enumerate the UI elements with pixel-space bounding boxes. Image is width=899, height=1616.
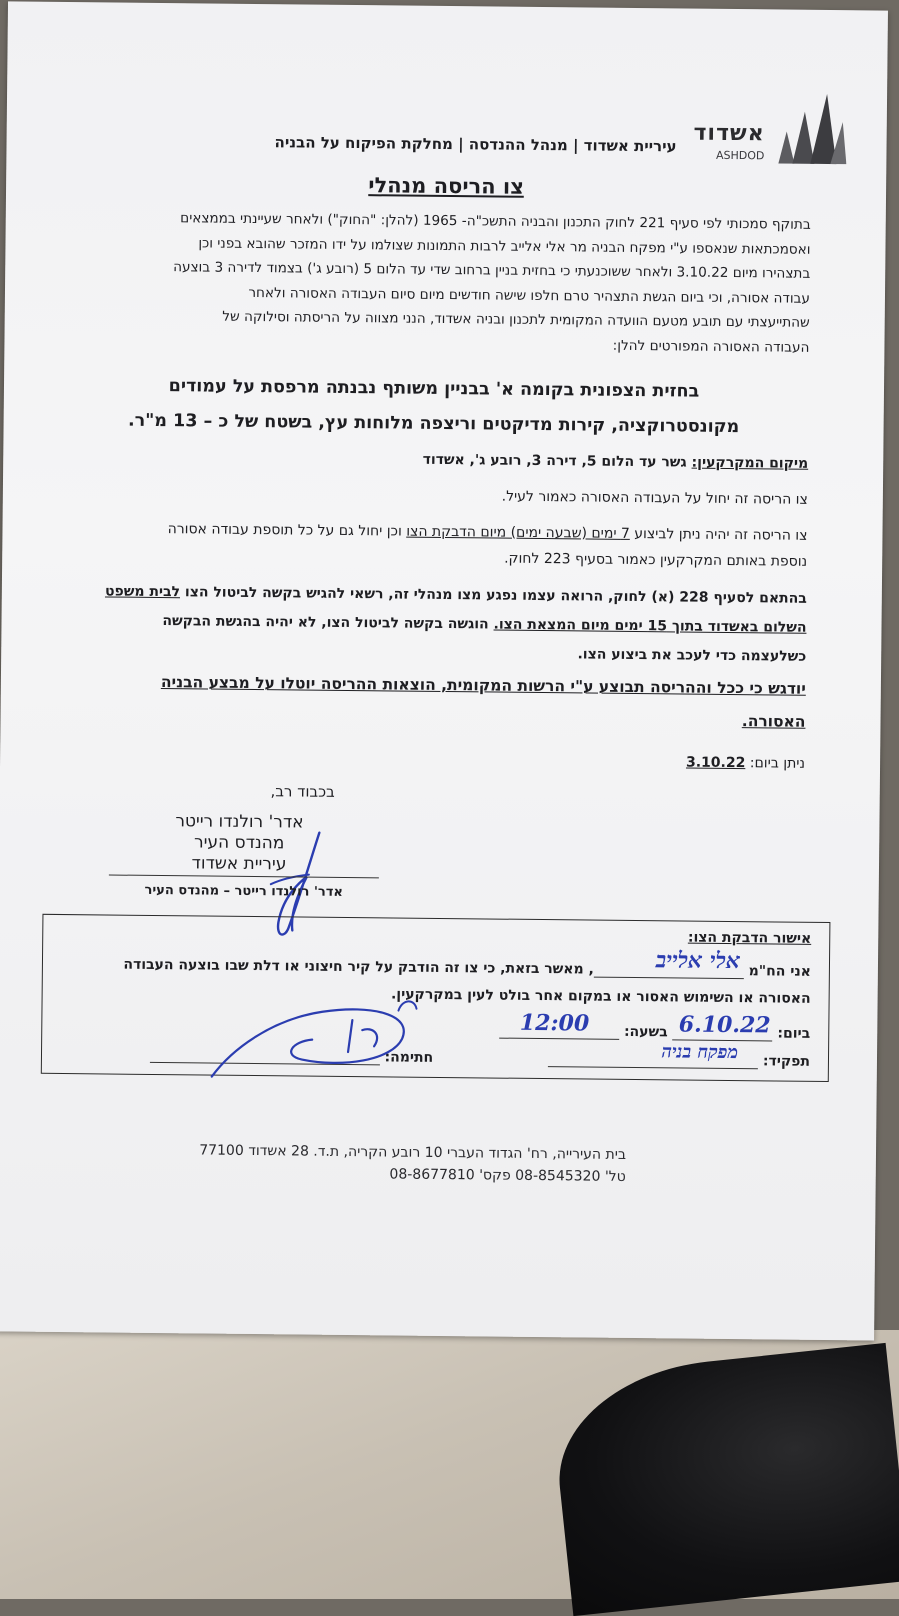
- closing-regards: בכבוד רב,: [270, 782, 335, 801]
- property-location-value: גשר עד הלום 5, דירה 3, רובע ג', אשדוד: [422, 451, 692, 471]
- validity-text: נוספת באותם המקרקעין כאמור בסעיף 223 לחוק.: [504, 550, 808, 570]
- appeal-court: לבית משפט: [104, 583, 181, 601]
- posting-declaration-line: האסורה או השימוש האסור או במקום אחר בולט לעין במקרקעין.: [390, 986, 811, 1007]
- intro-line: בתוקף סמכותי לפי סעיף 221 לחוק התכנון והבניה התשכ"ה- 1965 (להלן: "החוק") ולאחר שעיינתי בממצאים: [180, 210, 811, 233]
- appeal-text: הוגשה בקשה לביטול הצו, לא יהיה בהגשת הבקשה: [162, 613, 494, 633]
- property-location: [68, 443, 808, 477]
- signer-caption: אדר' רולנדו רייטר – מהנדס העיר: [144, 882, 343, 900]
- demolition-order-document: [0, 1, 888, 1340]
- inspector-name-field[interactable]: [594, 947, 744, 980]
- intro-line: בתצהירו מיום 3.10.22 ולאחר ששוכנעתי כי בחזית בניין ברחוב שדי עד הלום 5 (רובע ג') בצמוד לדירה 3 בוצעה: [173, 259, 811, 282]
- ashdod-logo: [693, 91, 847, 173]
- issued-label: ניתן ביום:: [745, 755, 806, 772]
- posting-confirmation-heading: אישור הדבקת הצו:: [687, 929, 812, 947]
- footer-address: בית העירייה, רח' הגדוד העברי 10 רובע הקריה, ת.ד. 28 אשדוד 77100: [199, 1142, 627, 1163]
- date-label: ביום:: [772, 1025, 811, 1042]
- posting-declaration-line: [123, 947, 811, 980]
- footer-phones: טל' 08-8545320 פקס' 08-8677810: [389, 1166, 626, 1185]
- cost-warning: [55, 665, 806, 739]
- stamp-role: מהנדס העיר: [193, 832, 285, 854]
- posting-confirmation-box: [41, 914, 831, 1082]
- stamp-name: אדר' רולנדו רייטר: [175, 811, 304, 833]
- declaration-text: אני הח"מ: [743, 963, 811, 980]
- cost-warning-line: האסורה.: [741, 712, 806, 731]
- validity-paragraph: [67, 515, 808, 575]
- document-paper: [0, 1, 888, 1340]
- appeal-paragraph: [66, 577, 807, 672]
- intro-paragraph: [69, 205, 810, 360]
- logo-text-hebrew: אשדוד: [693, 120, 765, 147]
- work-description-line: מקונסטרוקציה, קירות מדיקטים וריצפה מלוחות עץ, בשטח של כ – 13 מ"ר.: [127, 410, 740, 438]
- validity-text: וכן יחול גם על כל תוספת עבודה אסורה: [167, 521, 407, 540]
- signature-label: חתימה:: [379, 1049, 439, 1066]
- intro-line: העבודה האסורה המפורטים להלן:: [612, 337, 810, 356]
- page-title: צו הריסה מנהלי: [368, 173, 525, 199]
- appeal-deadline: השלום באשדוד בתוך 15 ימים מיום המצאת הצו.: [493, 616, 807, 636]
- work-description-line: בחזית הצפונית בקומה א' בבניין משותף נבנתה מרפסת על עמודים: [168, 376, 700, 402]
- work-description: [58, 368, 809, 446]
- posting-time-handwriting: 12:00: [519, 1009, 590, 1037]
- cost-warning-line: יודגש כי ככל וההריסה תבוצע ע"י הרשות המקומית, הוצאות ההריסה יוטלו על מבצע הבניה: [160, 673, 806, 698]
- inspector-signature: [202, 988, 443, 1091]
- role-field[interactable]: [548, 1041, 758, 1069]
- stamp-org: עיריית אשדוד: [191, 853, 287, 875]
- property-location-label: מיקום המקרקעין:: [691, 454, 809, 472]
- issued-date: [65, 743, 805, 777]
- role-label: תפקיד:: [757, 1053, 811, 1070]
- inspector-name-handwriting: אלי אלייב: [655, 947, 741, 975]
- logo-text-english: ASHDOD: [715, 148, 765, 163]
- footer-contact: [199, 1139, 626, 1187]
- posting-date-field[interactable]: [672, 1011, 772, 1041]
- role-handwriting: מפקח בניה: [661, 1041, 739, 1064]
- issued-value: 3.10.22: [685, 754, 746, 772]
- time-label: בשעה:: [619, 1023, 673, 1041]
- validity-text: צו הריסה זה יהיה ניתן לביצוע: [629, 525, 808, 544]
- posting-time-field[interactable]: [499, 1009, 619, 1040]
- applies-line: צו הריסה זה יחול על העבודה האסורה כאמור לעיל.: [501, 488, 808, 508]
- department-line: עיריית אשדוד | מנהל ההנדסה | מחלקת הפיקוח על הבניה: [274, 133, 677, 156]
- ashdod-emblem-icon: [774, 91, 847, 166]
- intro-line: שהתייעצתי עם תובע מטעם הוועדה המקומית לתכנון ובניה אשדוד, הנני מצווה על הריסתה וסילוקה של: [222, 308, 810, 331]
- posting-date-time-line: [499, 1009, 811, 1042]
- posting-date-handwriting: 6.10.22: [678, 1011, 771, 1039]
- intro-line: ואסמכתאות שנאספו ע"י מפקח הבניה מר אלי אלייב לרבות התמונות שצולמו על ידו המזכר שהובא בפני וכן: [198, 234, 811, 258]
- appeal-text: כשלעצמה כדי לעכב את ביצוע הצו.: [577, 646, 807, 665]
- declaration-text: , מאשר בזאת, כי צו זה הודבק על קיר חיצוני או דלת שבו בוצעה העבודה: [123, 956, 594, 978]
- validity-days: 7 ימים (שבעה ימים) מיום הדבקת הצו: [406, 523, 630, 542]
- appeal-text: בהתאם לסעיף 228 (א) לחוק, הרואה עצמו נפגע מצו מנהלי זה, רשאי להגיש בקשה לביטול הצו: [179, 584, 807, 607]
- intro-line: עבודה אסורה, וכי ביום הגשת התצהיר טרם חלפו שישה חודשים מיום סיום העבודה האסורה ולאחר: [248, 284, 811, 307]
